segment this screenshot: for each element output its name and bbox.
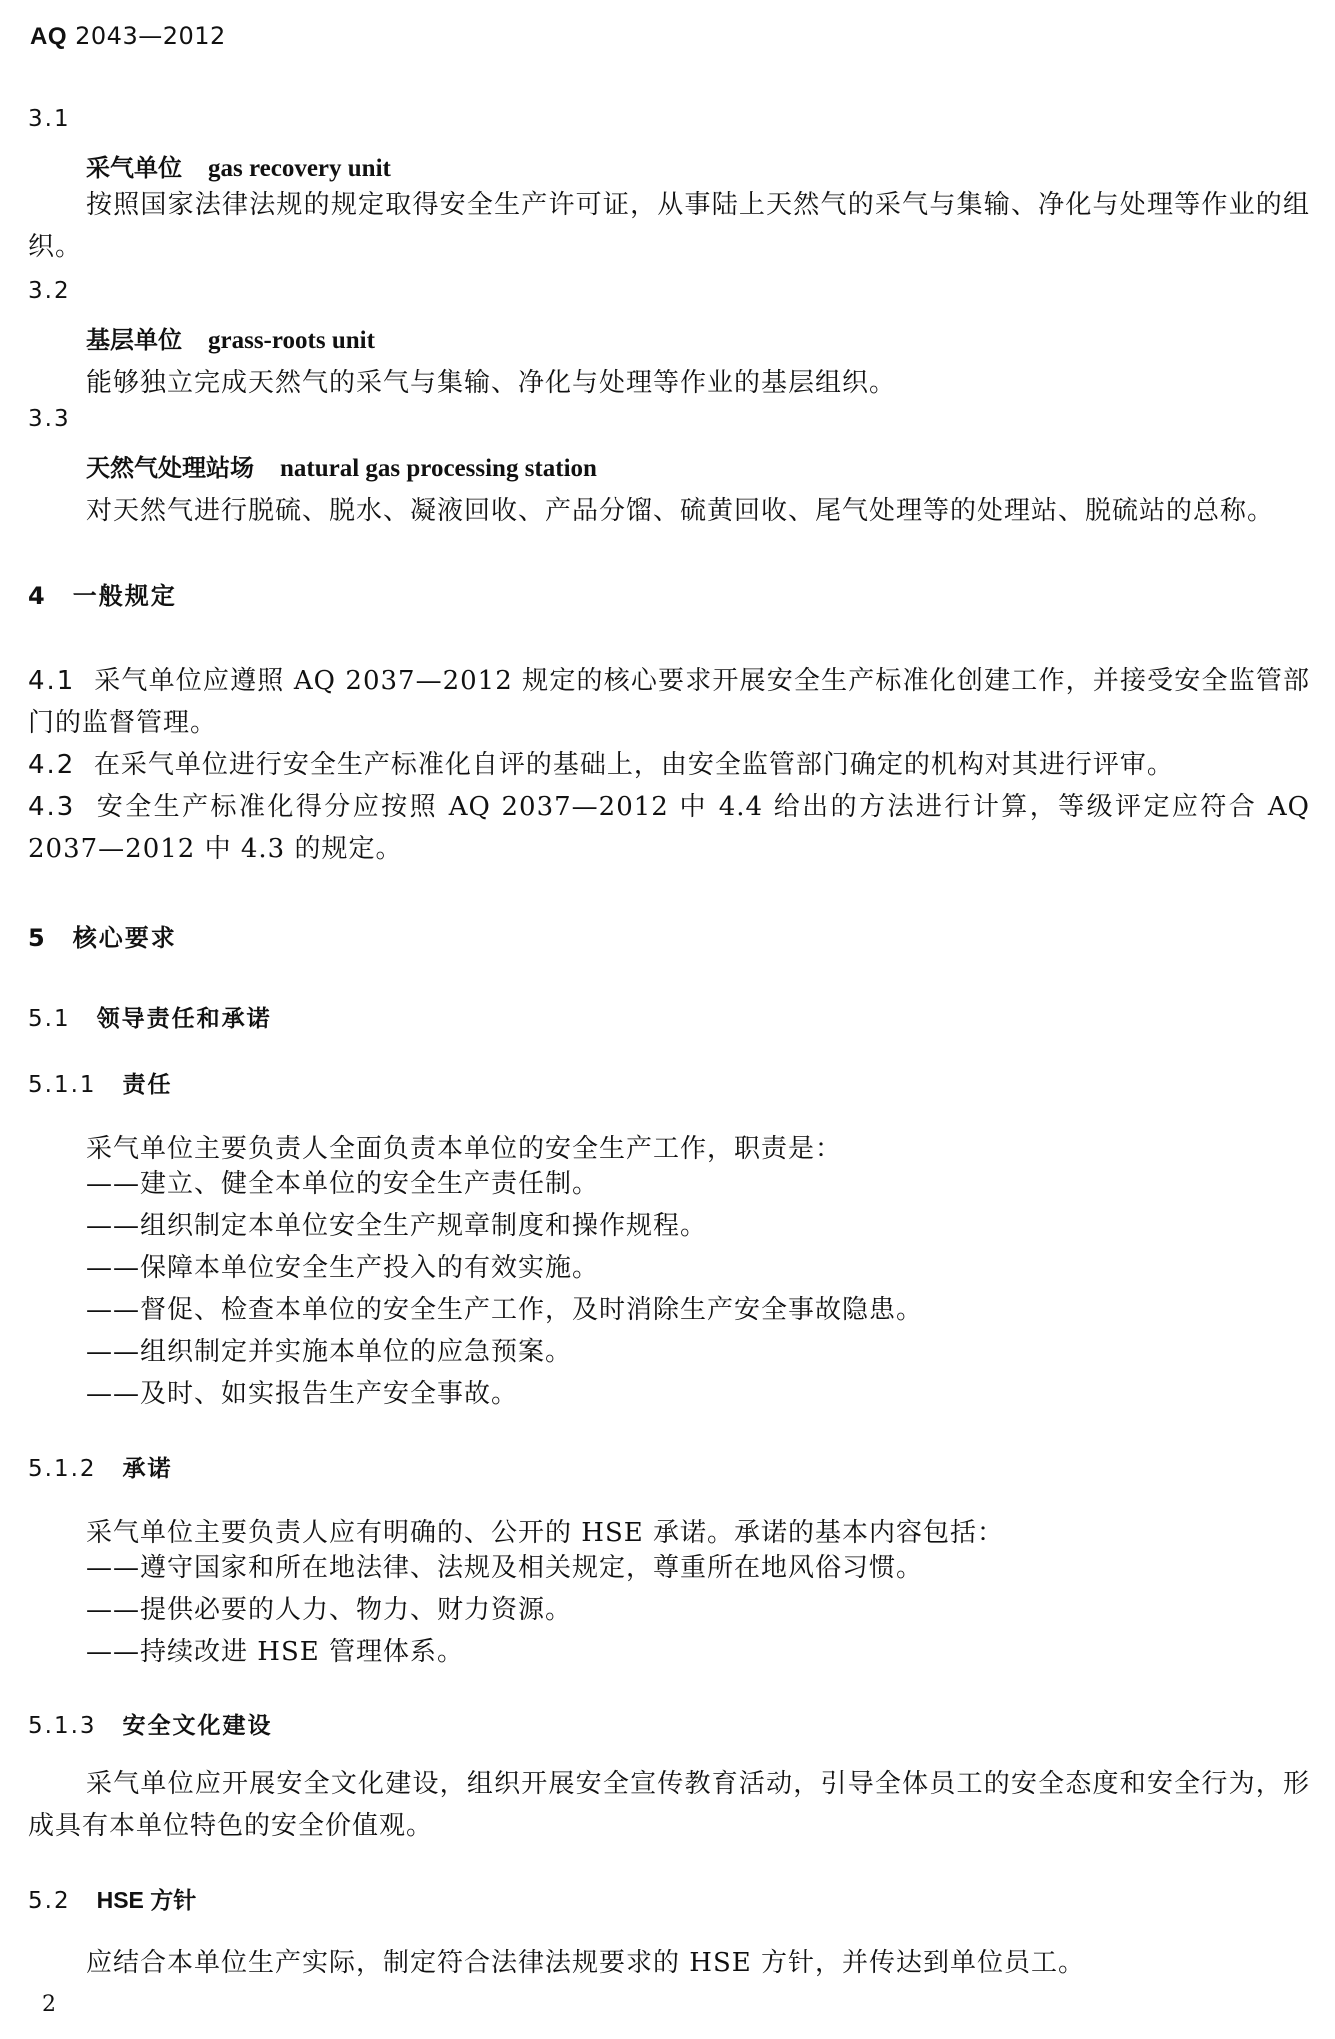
- section-title: 一般规定: [72, 582, 177, 610]
- subsection-title: 责任: [122, 1072, 173, 1098]
- subsection-number: 5.1.1: [28, 1072, 97, 1098]
- subsection-heading: [28, 1000, 272, 1033]
- document-code-prefix: AQ: [30, 23, 67, 50]
- clause: [28, 744, 1310, 786]
- subsection-title: 领导责任和承诺: [96, 1006, 272, 1032]
- subsection-title: 承诺: [122, 1456, 173, 1482]
- section-number: 4: [28, 582, 47, 610]
- list-item: ——督促、检查本单位的安全生产工作，及时消除生产安全事故隐患。: [86, 1295, 924, 1325]
- subsection-number: 5.1.2: [28, 1456, 97, 1482]
- clause-number: 4.3: [28, 792, 76, 822]
- clause: [28, 786, 1310, 870]
- section-title: 核心要求: [72, 924, 177, 952]
- term-number: 3.1: [28, 106, 71, 132]
- subsection-number: 5.1: [28, 1006, 71, 1032]
- list-item: ——遵守国家和所在地法律、法规及相关规定，尊重所在地风俗习惯。: [86, 1553, 924, 1583]
- clause-text: 安全生产标准化得分应按照 AQ 2037—2012 中 4.4 给出的方法进行计算，等级评定应符合 AQ 2037—2012 中 4.3 的规定。: [28, 792, 1310, 864]
- document-code: [30, 22, 226, 51]
- clause-number: 4.2: [28, 750, 76, 780]
- list-item: ——建立、健全本单位的安全生产责任制。: [86, 1169, 600, 1199]
- document-code-number: 2043—2012: [75, 22, 226, 50]
- subsection-title: HSE 方针: [96, 1887, 197, 1913]
- list-item: ——提供必要的人力、物力、财力资源。: [86, 1595, 573, 1625]
- section-heading: [28, 918, 177, 953]
- subsection-number: 5.1.3: [28, 1713, 97, 1739]
- section-number: 5: [28, 924, 47, 952]
- subsection-heading: [28, 1707, 273, 1740]
- page-number: 2: [42, 1992, 56, 2017]
- list-item: ——及时、如实报告生产安全事故。: [86, 1379, 519, 1409]
- term-definition: 对天然气进行脱硫、脱水、凝液回收、产品分馏、硫黄回收、尾气处理等的处理站、脱硫站的总称。: [86, 496, 1275, 526]
- list-item: ——组织制定并实施本单位的应急预案。: [86, 1337, 573, 1367]
- term-title: [86, 148, 391, 183]
- term-definition: 按照国家法律法规的规定取得安全生产许可证，从事陆上天然气的采气与集输、净化与处理等作业的组织。: [28, 190, 1310, 262]
- subsection-heading: [28, 1066, 173, 1099]
- responsibility-list: [86, 1163, 923, 1415]
- list-item: ——持续改进 HSE 管理体系。: [86, 1637, 464, 1667]
- clause-number: 4.1: [28, 666, 76, 696]
- term-cn: 基层单位: [86, 326, 182, 354]
- section-heading: [28, 576, 177, 611]
- list-item: ——组织制定本单位安全生产规章制度和操作规程。: [86, 1211, 708, 1241]
- clause-text: 在采气单位进行安全生产标准化自评的基础上，由安全监管部门确定的机构对其进行评审。: [93, 750, 1174, 780]
- term-title: [86, 448, 597, 483]
- commitment-list: [86, 1547, 923, 1673]
- term-en: gas recovery unit: [208, 155, 391, 182]
- paragraph: 采气单位主要负责人全面负责本单位的安全生产工作，职责是：: [86, 1134, 843, 1164]
- paragraph: 应结合本单位生产实际，制定符合法律法规要求的 HSE 方针，并传达到单位员工。: [86, 1948, 1085, 1978]
- term-cn: 采气单位: [86, 154, 182, 182]
- clause-text: 采气单位应遵照 AQ 2037—2012 规定的核心要求开展安全生产标准化创建工作，并接受安全监管部门的监督管理。: [28, 666, 1310, 738]
- paragraph: 采气单位主要负责人应有明确的、公开的 HSE 承诺。承诺的基本内容包括：: [86, 1518, 1004, 1548]
- term-en: natural gas processing station: [280, 455, 597, 482]
- paragraph: 采气单位应开展安全文化建设，组织开展安全宣传教育活动，引导全体员工的安全态度和安全行为，形成具有本单位特色的安全价值观。: [28, 1769, 1310, 1841]
- term-number: 3.3: [28, 406, 71, 432]
- subsection-heading: [28, 1882, 196, 1915]
- term-title: [86, 320, 375, 355]
- subsection-title: 安全文化建设: [122, 1713, 273, 1739]
- term-en: grass-roots unit: [208, 327, 375, 354]
- term-cn: 天然气处理站场: [86, 454, 254, 482]
- clause: [28, 660, 1310, 744]
- list-item: ——保障本单位安全生产投入的有效实施。: [86, 1253, 600, 1283]
- term-definition: 能够独立完成天然气的采气与集输、净化与处理等作业的基层组织。: [86, 368, 897, 398]
- term-number: 3.2: [28, 278, 71, 304]
- subsection-number: 5.2: [28, 1888, 71, 1914]
- subsection-heading: [28, 1450, 173, 1483]
